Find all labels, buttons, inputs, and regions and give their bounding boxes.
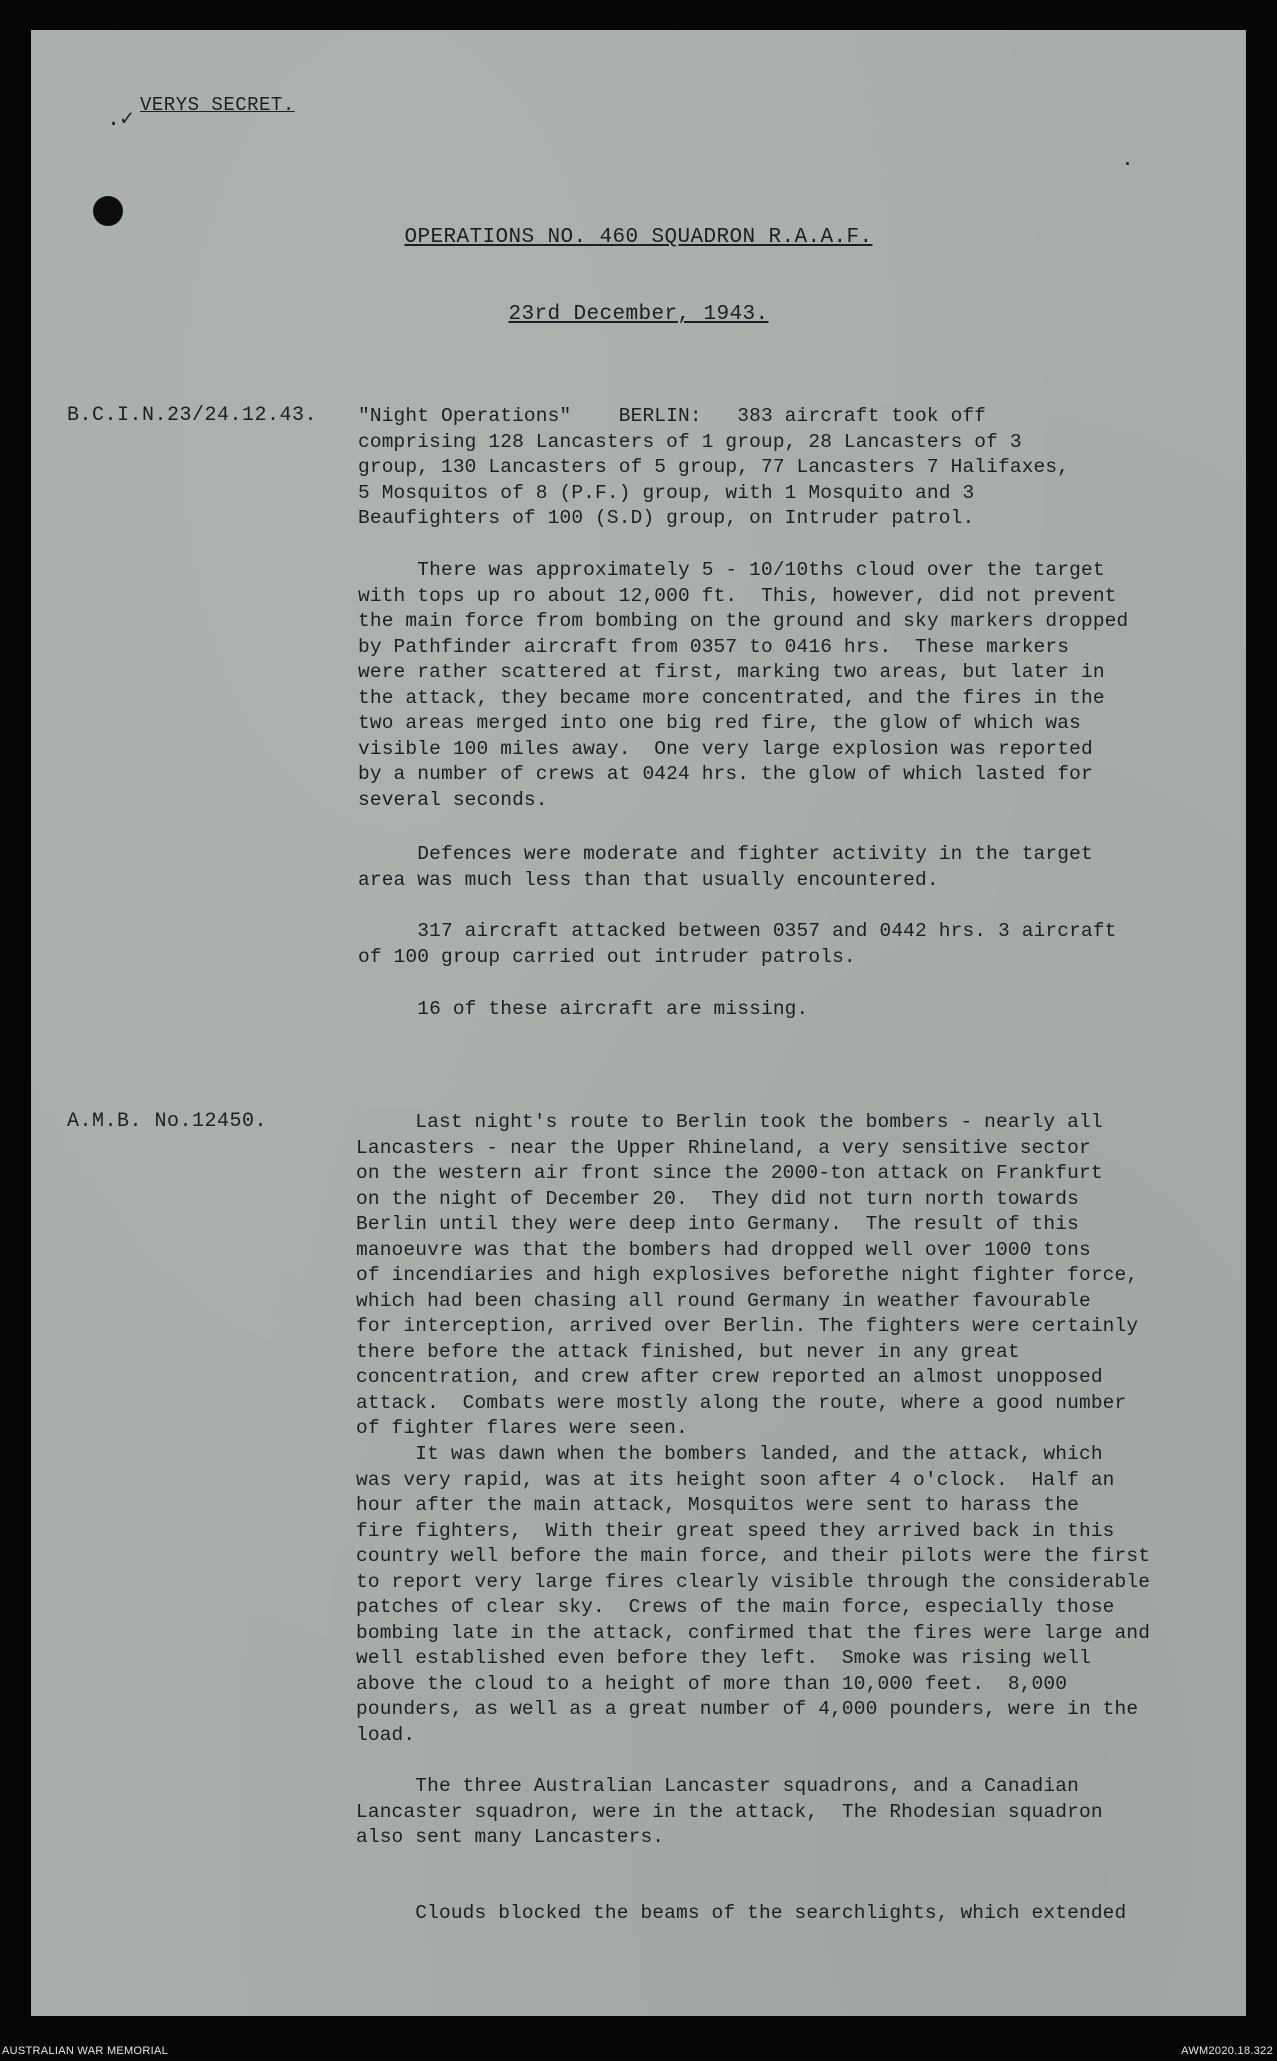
paragraph-night-operations: "Night Operations" BERLIN: 383 aircraft took off comprising 128 Lancasters of 1 group, 28 Lancasters of 3 group, 130 Lancasters of 5 group, 77 Lancasters 7 Halifaxes, 5 Mosquitos of 8 (P.F.) group, with 1 Mosquito and 3 Beaufighters of 100 (S.D) group, on Intruder patrol. <box>358 405 1070 529</box>
paragraph-missing: 16 of these aircraft are missing. <box>358 998 809 1020</box>
punch-hole <box>93 196 123 226</box>
footer-catalogue-number: AWM2020.18.322 <box>1181 2045 1273 2057</box>
paragraph-defences: Defences were moderate and fighter activity in the target area was much less than that usually encountered. <box>358 843 1093 891</box>
document-date: 23rd December, 1943. <box>508 303 769 326</box>
document-page <box>31 30 1246 2016</box>
paragraph-searchlights: Clouds blocked the beams of the searchlights, which extended <box>356 1902 1127 1924</box>
paragraph-aircraft-attacked: 317 aircraft attacked between 0357 and 0442 hrs. 3 aircraft of 100 group carried out intruder patrols. <box>358 920 1117 968</box>
handwritten-tick-mark: .✓ <box>107 107 134 132</box>
document-title: OPERATIONS NO. 460 SQUADRON R.A.A.F. <box>404 226 873 249</box>
footer-institution: AUSTRALIAN WAR MEMORIAL <box>2 2045 169 2057</box>
paper-speck <box>1126 162 1129 165</box>
paragraph-cloud-and-markers: There was approximately 5 - 10/10ths cloud over the target with tops up ro about 12,000 ft. This, however, did not prevent the main force from bombing on the ground and sky markers dropped by Pathfinder aircraft from 0357 to 0416 hrs. These markers were rather scattered at first, marking two areas, but later in the attack, they became more concentrated, and the fires in the two areas merged into one big red fire, the glow of which was visible 100 miles away. One very large explosion was reported by a number of crews at 0424 hrs. the glow of which lasted for several seconds. <box>358 559 1129 811</box>
paragraph-squadrons: The three Australian Lancaster squadrons, and a Canadian Lancaster squadron, were in the attack, The Rhodesian squadron also sent many Lancasters. <box>356 1775 1103 1848</box>
paragraph-dawn-attack: It was dawn when the bombers landed, and the attack, which was very rapid, was at its height soon after 4 o'clock. Half an hour after the main attack, Mosquitos were sent to harass the fire fighters, With their great speed they arrived back in this country well before the main force, and their pilots were the first to report very large fires clearly visible through the considerable patches of clear sky. Crews of the main force, especially those bombing late in the attack, confirmed that the fires were large and well established even before they left. Smoke was rising well above the cloud to a height of more than 10,000 feet. 8,000 pounders, as well as a great number of 4,000 pounders, were in the load. <box>356 1443 1151 1746</box>
entry-reference-amb: A.M.B. No.12450. <box>67 1110 268 1133</box>
entry-reference-bcin: B.C.I.N.23/24.12.43. <box>67 404 318 427</box>
paragraph-route-to-berlin: Last night's route to Berlin took the bombers - nearly all Lancasters - near the Upper Rhineland, a very sensitive sector on the western air front since the 2000-ton attack on Frankfurt on the night of December 20. They did not turn north towards Berlin until they were deep into Germany. The result of this manoeuvre was that the bombers had dropped well over 1000 tons of incendiaries and high explosives beforethe night fighter force, which had been chasing all round Germany in weather favourable for interception, arrived over Berlin. The fighters were certainly there before the attack finished, but never in any great concentration, and crew after crew reported an almost unopposed attack. Combats were mostly along the route, where a good number of fighter flares were seen. <box>356 1111 1139 1439</box>
classification-label: VERYS SECRET. <box>140 94 295 116</box>
